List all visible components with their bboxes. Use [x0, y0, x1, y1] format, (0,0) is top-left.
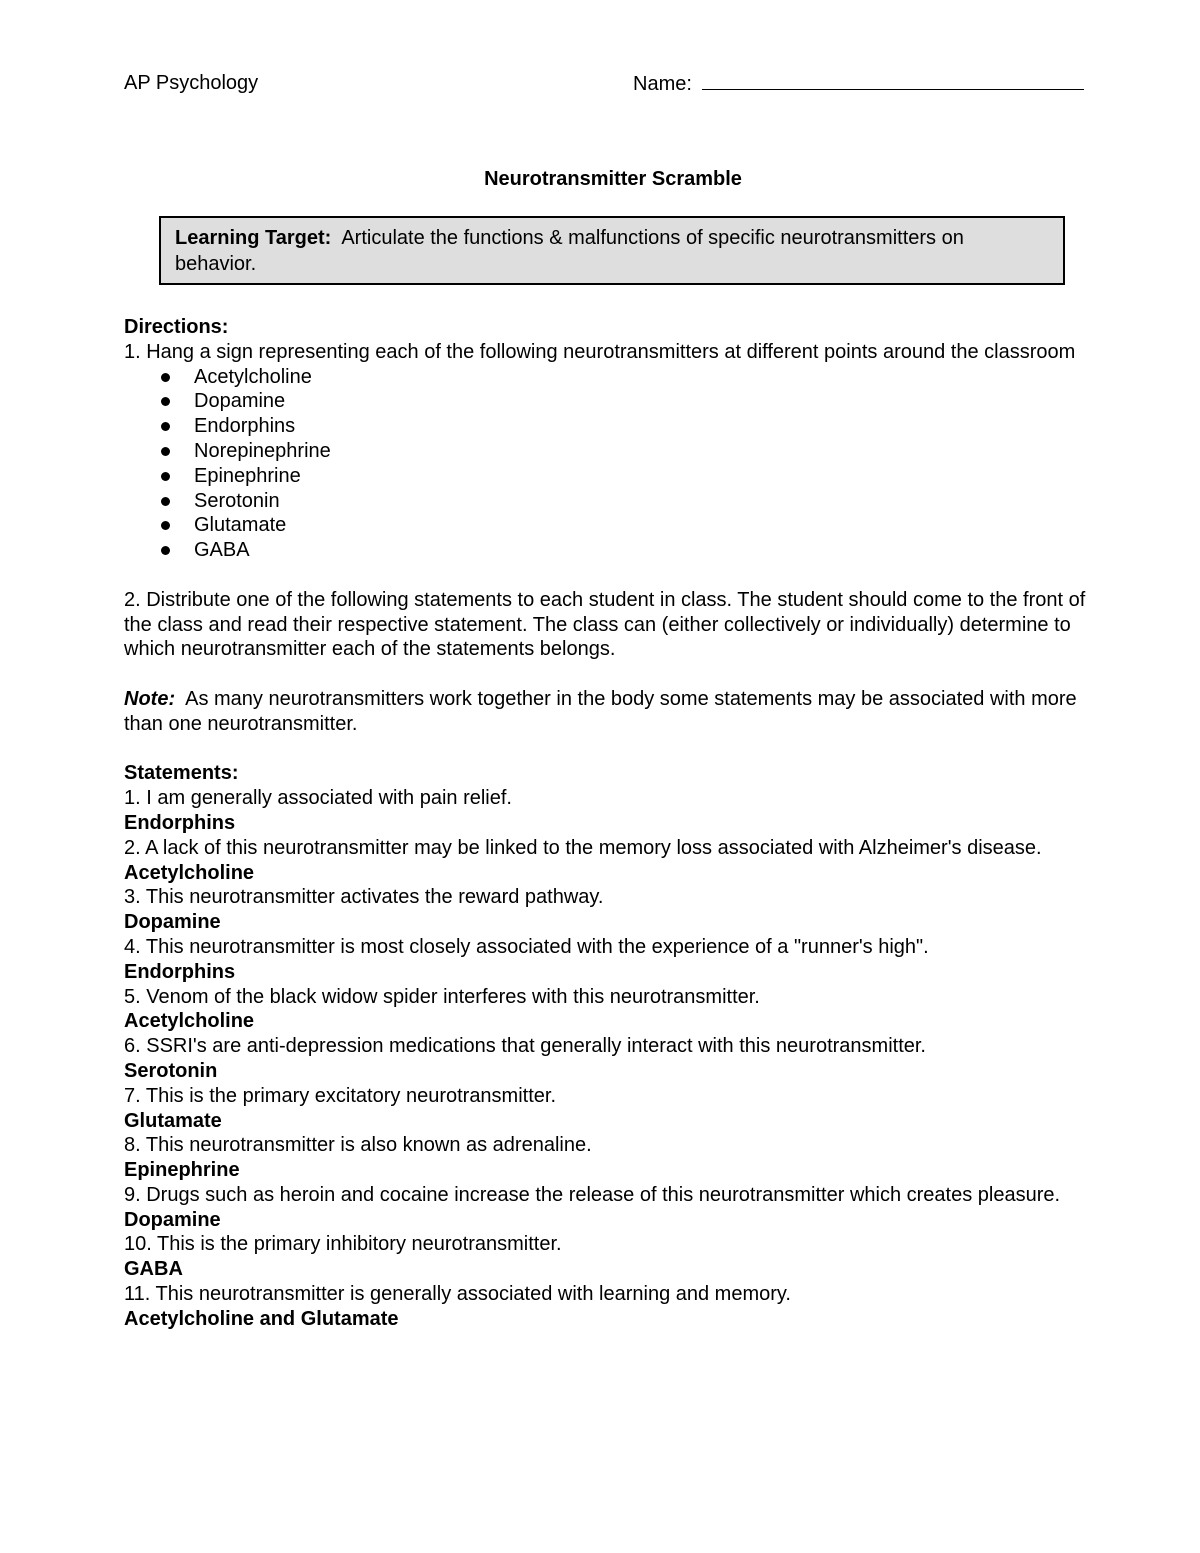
statement-answer: Dopamine	[124, 911, 221, 934]
list-item	[124, 365, 1104, 390]
list-item-label: Serotonin	[194, 489, 280, 512]
statement-answer: Dopamine	[124, 1208, 221, 1231]
statement-text: 4. This neurotransmitter is most closely associated with the experience of a "runner's high".	[124, 935, 929, 958]
list-item-label: Norepinephrine	[194, 439, 331, 462]
statement-answer: Endorphins	[124, 811, 236, 834]
note	[124, 687, 1104, 737]
list-item-label: Acetylcholine	[194, 365, 312, 388]
note-text: As many neurotransmitters work together in the body some statements may be associated with more than one neurotransmitter.	[124, 687, 1077, 735]
list-item-label: Dopamine	[194, 390, 286, 413]
list-item-label: Endorphins	[194, 415, 296, 438]
statement-answer: Acetylcholine	[124, 861, 255, 884]
name-label: Name:	[633, 73, 692, 95]
bullet-icon	[161, 546, 170, 555]
bullet-icon	[161, 397, 170, 406]
statement-text: 11. This neurotransmitter is generally associated with learning and memory.	[124, 1283, 791, 1306]
list-item	[124, 439, 1104, 464]
statement-text: 10. This is the primary inhibitory neurotransmitter.	[124, 1233, 562, 1256]
bullet-icon	[161, 447, 170, 456]
statement-list	[124, 786, 1104, 1332]
list-item	[124, 489, 1104, 514]
statement-answer: Endorphins	[124, 960, 236, 983]
list-item	[124, 414, 1104, 439]
statement-answer: GABA	[124, 1258, 183, 1281]
statement-answer: Glutamate	[124, 1109, 222, 1132]
learning-target-text: Articulate the functions & malfunctions of specific neurotransmitters on behavior.	[175, 227, 964, 275]
note-label: Note:	[124, 687, 176, 710]
list-item	[124, 389, 1104, 414]
bullet-icon	[161, 521, 170, 530]
learning-target-label: Learning Target:	[175, 227, 332, 249]
list-item-label: GABA	[194, 539, 250, 562]
statement-answer: Acetylcholine and Glutamate	[124, 1307, 399, 1330]
course-label: AP Psychology	[124, 72, 259, 94]
statements-heading: Statements:	[124, 762, 239, 785]
statement-answer: Acetylcholine	[124, 1010, 255, 1033]
neurotransmitter-list	[124, 365, 1104, 563]
statement-text: 5. Venom of the black widow spider interferes with this neurotransmitter.	[124, 985, 760, 1008]
directions-heading: Directions:	[124, 316, 229, 338]
worksheet-body	[124, 315, 1104, 1332]
list-item	[124, 513, 1104, 538]
statement-text: 6. SSRI's are anti-depression medications that generally interact with this neurotransmitter.	[124, 1035, 926, 1058]
direction-step-1: 1. Hang a sign representing each of the following neurotransmitters at different points around the classroom	[124, 340, 1076, 363]
list-item-label: Glutamate	[194, 514, 287, 537]
list-item-label: Epinephrine	[194, 464, 301, 487]
statement-text: 2. A lack of this neurotransmitter may be linked to the memory loss associated with Alzheimer's disease.	[124, 836, 1042, 859]
name-blank-line	[702, 71, 1084, 90]
statement-answer: Epinephrine	[124, 1159, 240, 1182]
list-item	[124, 464, 1104, 489]
statement-text: 9. Drugs such as heroin and cocaine increase the release of this neurotransmitter which creates pleasure.	[124, 1183, 1061, 1206]
page-title: Neurotransmitter Scramble	[484, 168, 742, 190]
statement-text: 7. This is the primary excitatory neurotransmitter.	[124, 1084, 557, 1107]
bullet-icon	[161, 472, 170, 481]
statement-text: 8. This neurotransmitter is also known as adrenaline.	[124, 1134, 592, 1157]
list-item	[124, 538, 1104, 563]
name-field	[633, 71, 1084, 97]
bullet-icon	[161, 422, 170, 431]
bullet-icon	[161, 373, 170, 382]
statement-text: 3. This neurotransmitter activates the reward pathway.	[124, 886, 604, 909]
direction-step-2: 2. Distribute one of the following statements to each student in class. The student should come to the front of the class and read their respective statement. The class can (either collectively or individually) determine to which neurotransmitter each of the statements belongs.	[124, 588, 1086, 661]
statement-answer: Serotonin	[124, 1059, 218, 1082]
statement-text: 1. I am generally associated with pain relief.	[124, 787, 512, 810]
learning-target-box	[159, 216, 1065, 285]
bullet-icon	[161, 497, 170, 506]
